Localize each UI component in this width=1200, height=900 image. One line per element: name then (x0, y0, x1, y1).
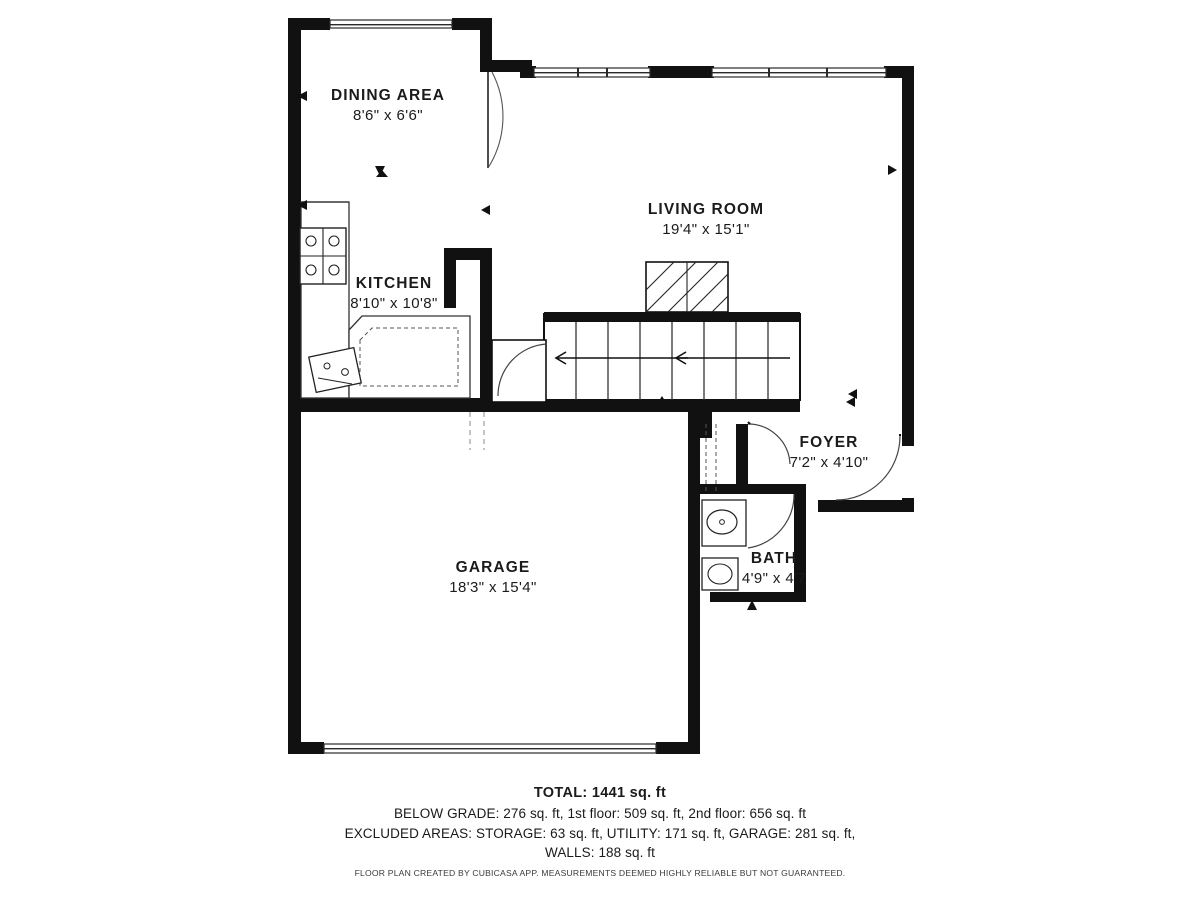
room-dimensions: 19'4" x 15'1" (662, 221, 750, 239)
room-dimensions: 4'9" x 4'7 (741, 570, 807, 588)
kitchen-fixtures (300, 202, 492, 400)
room-dimensions: 7'2" x 4'10" (789, 454, 869, 472)
room-dimensions: 8'10" x 10'8" (350, 295, 438, 313)
room-name: GARAGE (455, 559, 531, 576)
bath-fixtures (702, 500, 746, 600)
room-name: DINING AREA (330, 87, 445, 104)
area-breakdown-line-3: WALLS: 188 sq. ft (544, 845, 655, 861)
staircase (544, 262, 800, 400)
disclaimer-text: FLOOR PLAN CREATED BY CUBICASA APP. MEASUREMENTS DEEMED HIGHLY RELIABLE BUT NOT GUARANTEED. (354, 868, 846, 878)
area-breakdown-line-2: EXCLUDED AREAS: STORAGE: 63 sq. ft, UTILITY: 171 sq. ft, GARAGE: 281 sq. ft, (344, 825, 856, 841)
area-breakdown-line-1: BELOW GRADE: 276 sq. ft, 1st floor: 509 sq. ft, 2nd floor: 656 sq. ft (393, 806, 807, 821)
room-name: FOYER (799, 434, 859, 451)
room-name: BATH (750, 550, 798, 567)
area-summary (0, 785, 1200, 863)
total-area: TOTAL: 1441 sq. ft (533, 785, 667, 801)
room-dimensions: 8'6" x 6'6" (353, 107, 423, 125)
room-name: LIVING ROOM (647, 201, 765, 218)
room-dimensions: 18'3" x 15'4" (449, 579, 537, 597)
room-name: KITCHEN (355, 275, 433, 292)
